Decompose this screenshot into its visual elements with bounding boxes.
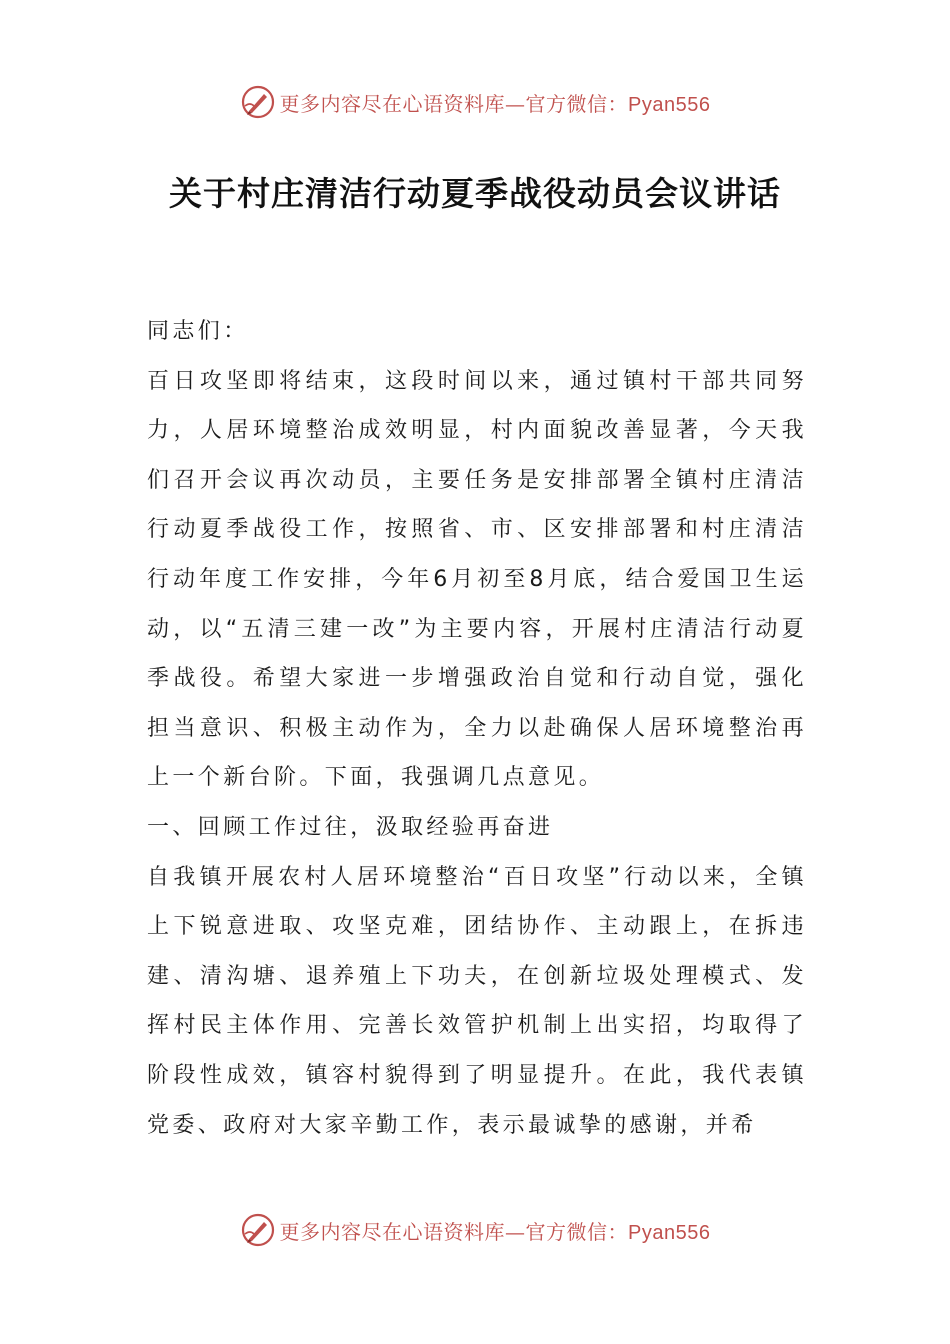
document-body — [147, 307, 807, 1150]
salutation: 同志们： — [147, 319, 249, 344]
pen-logo-icon — [240, 1212, 276, 1248]
banner-dash: — — [505, 1219, 526, 1244]
banner-text — [280, 88, 711, 117]
banner-main-text: 更多内容尽在心语资料库 — [279, 1219, 506, 1244]
pen-logo-icon — [240, 84, 276, 120]
paragraph-1: 百日攻坚即将结束，这段时间以来，通过镇村干部共同努力，人居环境整治成效明显，村内面貌改善显著，今天我们召开会议再次动员，主要任务是安排部署全镇村庄清洁行动夏季战役工作，按照省、市、区安排部署和村庄清洁行动年度工作安排，今年6月初至8月底，结合爱国卫生运动，以“五清三建一改”为主要内容，开展村庄清洁行动夏季战役。希望大家进一步增强政治自觉和行动自觉，强化担当意识、积极主动作为，全力以赴确保人居环境整治再上一个新台阶。下面，我强调几点意见。 — [147, 368, 807, 791]
banner-dash: — — [505, 91, 526, 116]
section-heading-1: 一、回顾工作过往，汲取经验再奋进 — [147, 814, 554, 840]
banner-wechat-id: Pyan556 — [628, 93, 711, 116]
document-title: 关于村庄清洁行动夏季战役动员会议讲话 — [169, 174, 781, 213]
banner-text — [280, 1216, 711, 1245]
paragraph-2: 自我镇开展农村人居环境整治“百日攻坚”行动以来，全镇上下锐意进取、攻坚克难，团结协作、主动跟上，在拆违建、清沟塘、退养殖上下功夫，在创新垃圾处理模式、发挥村民主体作用、完善长效管护机制上出实招，均取得了阶段性成效，镇容村貌得到了明显提升。在此，我代表镇党委、政府对大家辛勤工作，表示最诚挚的感谢，并希 — [147, 864, 807, 1138]
banner-sub-text: 官方微信： — [525, 1219, 629, 1244]
banner-main-text: 更多内容尽在心语资料库 — [279, 91, 506, 116]
header-banner — [0, 82, 950, 122]
banner-sub-text: 官方微信： — [525, 91, 629, 116]
footer-banner — [0, 1210, 950, 1250]
banner-wechat-id: Pyan556 — [628, 1221, 711, 1244]
